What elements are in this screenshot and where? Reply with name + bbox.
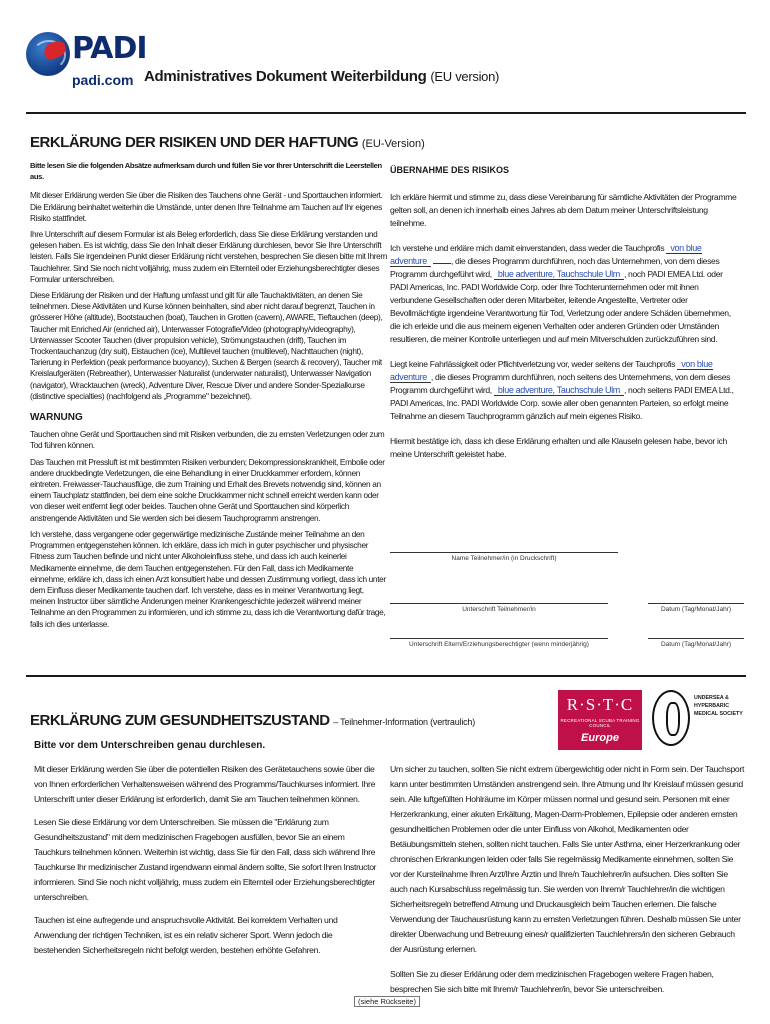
section-subtitle: Bitte vor dem Unterschreiben genau durchlesen. bbox=[34, 740, 266, 751]
see-reverse-note: (siehe Rückseite) bbox=[354, 996, 420, 1007]
risks-left-column bbox=[30, 160, 388, 635]
paragraph: Um sicher zu tauchen, sollten Sie nicht extrem übergewichtig oder nicht in Form sein. Der Tauchsport kann unter bestimmten Umständen anstrengend sein. Ihre Atmung und Ihr Kreislauf müssen gesund sein. Alle luftgefüllten Hohlräume im Körper müssen normal und gesund sein. Personen mit einer Herzerkrankung, einer akuten Erkältung, Magen-Darm-Problemen, Epilepsie oder anderen ernsten gesundheitlichen Problemen oder die unter Einfluss von Alkohol, Medikamenten oder Betäubungsmitteln stehen, sollten nicht tauchen. Falls Sie unter Asthma, einer Herzerkrankung oder chronischen Erkrankungen leiden oder falls Sie regelmässig Medikamente einnehmen, sollten Sie vor der Kursteilnahme Ihren Arzt/Ihre Ärztin und Ihre/n Tauchlehrer/in aufsuchen. Dies sollten Sie auch nach Kursabschluss regelmässig tun. Sie werden von Ihrem/r Tauchlehrer/in die wichtigen Sicherheitsregeln betreffend Atmung und Druckausgleich beim Tauchen erlernen. Die falsche Verwendung der Tauchausrüstung kann zu ernsten Verletzungen führen. Deshalb müssen Sie unter direkter Überwachung und Betreuung eines/r qualifizierten Tauchlehrers/in den sicheren Gebrauch der Ausrüstung erlernen. bbox=[390, 764, 745, 954]
text: , die dieses Programm durchführen, noch seitens des Unternehmens, von dem dieses Programm durchgeführt wird, bbox=[390, 372, 731, 395]
uhms-line: UNDERSEA & bbox=[694, 695, 729, 701]
logo-word: PADI bbox=[72, 31, 147, 66]
paragraph: Tauchen ist eine aufregende und anspruchsvolle Aktivität. Bei korrektem Verhalten und Anwendung der richtigen Techniken, ist es ein relativ sicherer Sport. Wenn jedoch die bestehenden Sicherheitsregeln nicht befolgt werden, bestehen erhöhte Gefahren. bbox=[34, 915, 338, 955]
sig-label: Unterschrift Teilnehmer/in bbox=[390, 603, 608, 613]
sig-label: Unterschrift Eltern/Erziehungsberechtigter (wenn minderjährig) bbox=[390, 638, 608, 648]
text: , noch seitens PADI EMEA Ltd., PADI Americas, Inc. PADI Worldwide Corp. sowie aller oben genannten Parteien, so erfolgt meine Teilnahme an diesem Tauchprogramm gänzlich auf mein eigenes Risiko. bbox=[390, 385, 734, 421]
paragraph: Sollten Sie zu dieser Erklärung oder dem medizinischen Fragebogen weitere Fragen haben, besprechen Sie sich bitte mit Ihrem/r Tauchlehrer/in, bevor Sie unterschreiben. bbox=[390, 969, 714, 994]
section-title-suffix: (EU-Version) bbox=[361, 138, 425, 150]
sig-label: Name Teilnehmer/in (in Druckschrift) bbox=[390, 552, 618, 562]
assumption-heading: ÜBERNAHME DES RISIKOS bbox=[390, 165, 510, 175]
text: , die dieses Programm durchführen, noch das Unternehmen, von dem dieses Programm durchgeführt wird, bbox=[390, 256, 720, 279]
parent-signature-field[interactable] bbox=[390, 638, 608, 648]
intro-instruction: Bitte lesen Sie die folgenden Absätze aufmerksam durch und füllen Sie vor Ihrer Unterschrift die Leerstellen aus. bbox=[30, 161, 382, 182]
paragraph: Mit dieser Erklärung werden Sie über die potentiellen Risiken des Gerätetauchens sowie über die von Ihnen erforderlichen Verhaltensweisen während des Programms/Tauchkurses informiert. Ihre Unterschrift unter dieser Erklärung ist erforderlich, damit Sie am Tauchen teilnehmen können. bbox=[34, 764, 376, 804]
text: Ich verstehe und erkläre mich damit einverstanden, dass weder die Tauchprofis bbox=[390, 243, 665, 253]
participant-signature-field[interactable] bbox=[390, 603, 608, 613]
title-suffix: (EU version) bbox=[430, 69, 500, 84]
title-text: Administratives Dokument Weiterbildung bbox=[144, 68, 427, 85]
section-title-text: ERKLÄRUNG DER RISIKEN UND DER HAFTUNG bbox=[30, 134, 359, 151]
uhms-text bbox=[694, 694, 743, 718]
rstc-logo bbox=[558, 690, 642, 750]
health-left-column bbox=[34, 762, 378, 966]
paragraph: Diese Erklärung der Risiken und der Haftung umfasst und gilt für alle Tauchaktivitäten, an denen Sie teilnehmen. Diese Aktivitäten und Kurse können beinhalten, sind aber nicht darauf begrenzt, Tauchen in grösserer Höhe (altitude), Bootstauchen (boat), Tauchen in Grotten (cavern), AWARE, Tieftauchen (deep), Taucher mit Enriched Air (enriched air), Unterwasser Fotografie/Video (photography/videography), Unterwasser Scooter Tauchen (diver propulsion vehicle), Strömungstauchen (drift), Tauchen im Trockentauchanzug (dry suit), Eistauchen (ice), Multilevel tauchen (multilevel), Nachttauchen (night), Tarierung in Perfektion (peak performance buoyancy), Suchen & Bergen (search & recovery), Taucher mit Kreislaufgeräten (Rebreather), Unterwasser Naturalist (underwater naturalist), Unterwasser Navigation (navigator), Wracktauchen (wreck), Adventure Diver, Rescue Diver und andere Sonder-Spezialkurse (distinctive specialties) (nachfolgend als „Programme" bezeichnet). bbox=[30, 290, 383, 401]
section-title-text: ERKLÄRUNG ZUM GESUNDHEITSZUSTAND bbox=[30, 712, 330, 729]
paragraph: Ich verstehe, dass vergangene oder gegenwärtige medizinische Zustände meiner Teilnahme an den Programmen entgegenstehen können. Ich erkläre, dass ich mich in guter psychischer und physischer Fitness zum Tauchen befinde und nicht unter Alkoholeinfluss stehe, und dass ich auch keinerlei Medikamente einnehme, die dem Tauchen entgegenstehen. Für den Fall, dass ich Medikamente einnehme, erkläre ich, dass ich einen Arzt konsultiert habe und dessen Zustimmung vorliegt, dass ich unter dem Einfluss dieser Medikamente tauchen darf. Ich verstehe, dass es in meiner Verantwortung liegt, meinen Instructor über sämtliche Änderungen meiner Krankengeschichte jederzeit während meiner Teilnahme an den Programmen zu informieren, und ich stimme zu, dass ich die Verantwortung dafür trage, falls ich dies unterlasse. bbox=[30, 528, 386, 629]
caduceus-icon bbox=[652, 690, 690, 746]
dive-center-field[interactable]: blue adventure, Tauchschule Ulm bbox=[494, 269, 624, 280]
dive-professional-field-2[interactable]: von blue adventure bbox=[390, 359, 713, 382]
date-field-2[interactable] bbox=[648, 638, 744, 648]
text: Liegt keine Fahrlässigkeit oder Pflichtverletzung vor, weder seitens der Tauchprofis bbox=[390, 359, 676, 369]
document-header bbox=[26, 28, 746, 98]
rstc-letters: R·S·T·C bbox=[566, 695, 634, 714]
rstc-subtitle: RECREATIONAL SCUBA TRAINING COUNCIL bbox=[560, 718, 640, 728]
paragraph-with-fields bbox=[390, 358, 742, 423]
date-field[interactable] bbox=[648, 603, 744, 613]
paragraph: Hiermit bestätige ich, dass ich diese Erklärung erhalten und alle Klauseln gelesen habe, bevor ich meine Unterschrift geleistet habe. bbox=[390, 436, 727, 459]
paragraph: Ich erkläre hiermit und stimme zu, dass diese Vereinbarung für sämtliche Aktivitäten der Programme gelten soll, an denen ich innerhalb eines Jahres ab dem Datum meiner Unterschriftsleistung teilnehme. bbox=[390, 192, 737, 228]
health-right-column bbox=[390, 762, 746, 1007]
uhms-line: MEDICAL SOCIETY bbox=[694, 711, 743, 717]
blank-line bbox=[433, 263, 451, 264]
divider bbox=[26, 675, 746, 677]
padi-logo bbox=[26, 31, 147, 98]
document-title bbox=[144, 68, 499, 85]
sig-label: Datum (Tag/Monat/Jahr) bbox=[648, 638, 744, 648]
paragraph: Lesen Sie diese Erklärung vor dem Unterschreiben. Sie müssen die "Erklärung zum Gesundheitszustand" mit dem medizinischen Fragebogen ausfüllen, bevor Sie an einem Tauchkurs teilnehmen können. Weiterhin ist wichtig, dass Sie für den Fall, dass sich während Ihre Tauchkurse Ihr medizinischer Zustand irgendwann einmal ändern sollte, Sie sofort Ihren Instructor informieren. Sind Sie noch nicht volljährig, muss zudem ein Elternteil oder Erziehungsberechtigter unterschreiben. bbox=[34, 817, 377, 902]
paragraph-with-fields bbox=[390, 242, 742, 346]
rstc-region: Europe bbox=[581, 732, 619, 744]
participant-name-field[interactable] bbox=[390, 552, 618, 562]
section-title-health bbox=[30, 712, 475, 729]
section-title-suffix: – Teilnehmer-Information (vertraulich) bbox=[333, 717, 476, 727]
divider bbox=[26, 112, 746, 114]
text: , noch PADI EMEA Ltd. oder PADI Americas, Inc. PADI Worldwide Corp. oder Ihre Tochterunternehmen oder mit ihnen verbundene Gesellschaften oder deren Mitarbeiter, leitende Angestellte, Vertreter oder Bevollmächtigte irgendeine Verantwortung für Tod, Verletzung oder andere Schäden übernehmen, die ich erleide und die aus meinem eigenen Verhalten oder anderen Gründen oder Umständen resultieren, die meiner Kontrolle unterliegen und auf mein Mitverschulden zurückzuführen sind. bbox=[390, 269, 731, 344]
paragraph: Ihre Unterschrift auf diesem Formular ist als Beleg erforderlich, dass Sie diese Erklärung verstanden und gelesen haben. Es ist wichtig, dass Sie den Inhalt dieser Erklärung durchlesen, bevor Sie Ihre Unterschrift leisten. Falls Sie irgendeinen Punkt dieser Erklärung nicht verstehen, besprechen Sie diesen bitte mit Ihrem Tauchlehrer. Sind Sie noch nicht volljährig, muss zudem ein Elternteil oder Erziehungsberechtigter dieses Formular unterschreiben. bbox=[30, 229, 387, 284]
paragraph: Das Tauchen mit Pressluft ist mit bestimmten Risiken verbunden; Dekompressionskrankheit, Embolie oder andere druckbedingte Verletzungen, die eine Behandlung in einer Druckkammer erfordern, können eintreten. Freiwasser-Tauchausflüge, die zum Training und Erhalt des Brevets notwendig sind, können an einem Tauchplatz stattfinden, bei dem eine solche Druckkammer nicht schnell erreicht werden kann oder von dieser weit entfernt liegt oder beides. Tauchen ohne Gerät und Sporttauchen sind körperlich anstrengende Aktivitäten und Sie werden sich bei diesem Tauchprogramm anstrengen. bbox=[30, 456, 385, 523]
paragraph: Tauchen ohne Gerät und Sporttauchen sind mit Risiken verbunden, die zu ernsten Verletzungen oder zum Tod führen können. bbox=[30, 429, 385, 451]
section-title-risks bbox=[30, 134, 425, 151]
paragraph: Mit dieser Erklärung werden Sie über die Risiken des Tauchens ohne Gerät - und Sporttauchen informiert. Die Erklärung beinhaltet weiterhin die Umstände, unter denen Ihre Teilnahme am Tauchen auf Ihr eigenes Risiko stattfindet. bbox=[30, 190, 383, 223]
uhms-line: HYPERBARIC bbox=[694, 703, 730, 709]
logo-url: padi.com bbox=[72, 72, 134, 88]
risks-right-column bbox=[390, 164, 742, 473]
sig-label: Datum (Tag/Monat/Jahr) bbox=[648, 603, 744, 613]
warning-heading: WARNUNG bbox=[30, 412, 83, 424]
dive-professional-field[interactable]: von blue adventure bbox=[390, 243, 702, 266]
dive-center-field-2[interactable]: blue adventure, Tauchschule Ulm bbox=[494, 385, 624, 396]
uhms-logo bbox=[652, 690, 748, 750]
